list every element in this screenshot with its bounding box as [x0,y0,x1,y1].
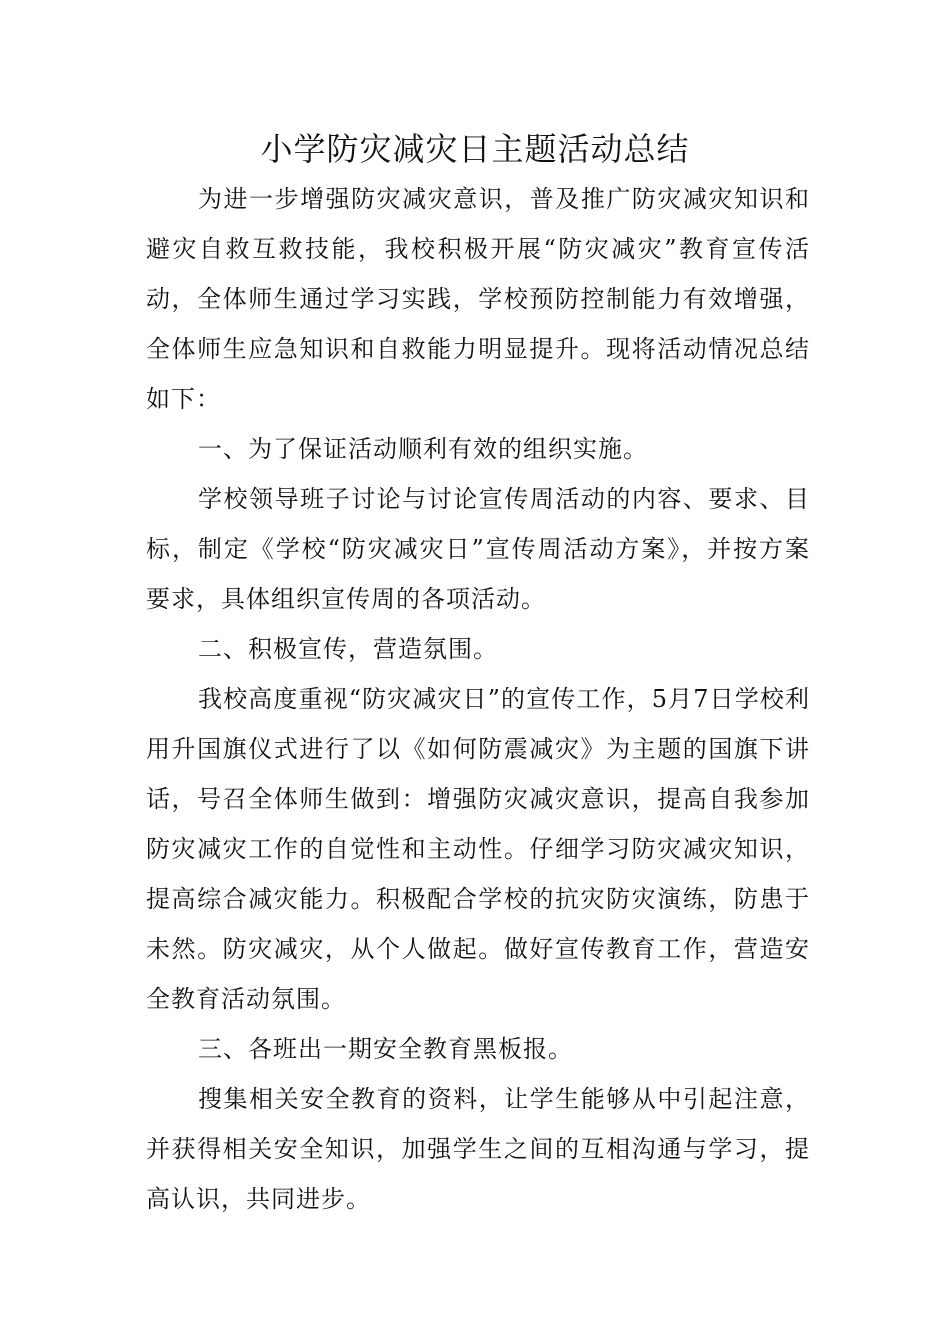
document-title: 小学防灾减灾日主题活动总结 [260,130,690,168]
section-paragraph-2: 我校高度重视“防灾减灾日”的宣传工作，5月7日学校利用升国旗仪式进行了以《如何防震减灾》为主题的国旗下讲话，号召全体师生做到：增强防灾减灾意识，提高自我参加防灾减灾工作的自觉性和主动性。仔细学习防灾减灾知识，提高综合减灾能力。积极配合学校的抗灾防灾演练，防患于未然。防灾减灾，从个人做起。做好宣传教育工作，营造安全教育活动氛围。 [146,685,810,1013]
section-heading-1: 一、为了保证活动顺利有效的组织实施。 [198,435,648,463]
intro-paragraph: 为进一步增强防灾减灾意识，普及推广防灾减灾知识和避灾自救互救技能，我校积极开展“防灾减灾”教育宣传活动，全体师生通过学习实践，学校预防控制能力有效增强，全体师生应急知识和自救能力明显提升。现将活动情况总结如下： [146,185,810,413]
section-paragraph-1: 学校领导班子讨论与讨论宣传周活动的内容、要求、目标，制定《学校“防灾减灾日”宣传周活动方案》，并按方案要求，具体组织宣传周的各项活动。 [146,485,810,613]
section-paragraph-3: 搜集相关安全教育的资料，让学生能够从中引起注意，并获得相关安全知识，加强学生之间的互相沟通与学习，提高认识，共同进步。 [146,1085,810,1213]
section-heading-2: 二、积极宣传，营造氛围。 [198,635,498,663]
document-body [146,174,810,1224]
section-heading-3: 三、各班出一期安全教育黑板报。 [198,1035,573,1063]
